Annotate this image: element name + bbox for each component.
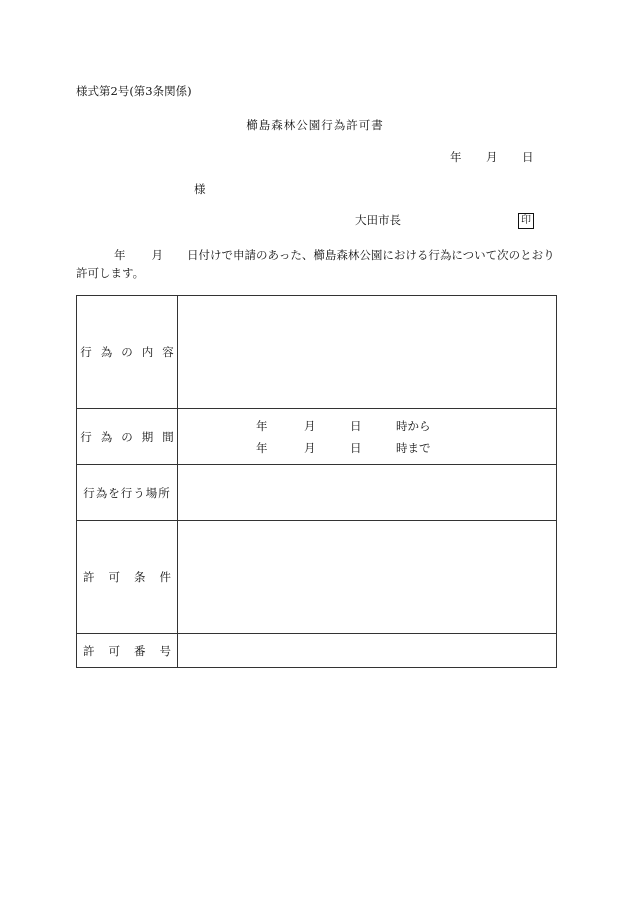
table-row [77, 296, 557, 409]
from-year: 年 [256, 418, 268, 433]
label-text: 行為の内容 [80, 345, 183, 359]
body-year: 年 [114, 248, 126, 262]
value-activity-period[interactable] [178, 409, 557, 465]
to-month: 月 [304, 440, 316, 455]
table-row [77, 465, 557, 521]
label-activity-content [77, 296, 183, 409]
table-row [77, 521, 557, 634]
from-day: 日 [350, 418, 362, 433]
table-row [77, 634, 557, 668]
label-permit-number [77, 634, 185, 668]
period-from-line [256, 415, 556, 437]
body-text: 日付けで申請のあった、櫛島森林公園における行為について次のとおり許可します。 [76, 248, 555, 280]
from-month: 月 [304, 418, 316, 433]
label-activity-period [77, 409, 183, 465]
date-year: 年 [450, 150, 462, 164]
label-text: 行為を行う場所 [83, 485, 171, 500]
body-month: 月 [151, 248, 163, 262]
value-permit-number[interactable] [178, 634, 557, 668]
value-activity-content[interactable] [178, 296, 557, 409]
date-day: 日 [522, 150, 534, 164]
seal-mark: 印 [518, 213, 534, 229]
label-text: 許可番号 [83, 643, 185, 658]
value-permit-conditions[interactable] [178, 521, 557, 634]
label-activity-location [77, 465, 178, 521]
permit-table [76, 295, 557, 668]
issuer-name: 大田市長 [355, 213, 401, 227]
label-permit-conditions [77, 521, 185, 634]
to-year: 年 [256, 440, 268, 455]
document-title: 櫛島森林公園行為許可書 [246, 118, 384, 132]
issue-date-line [450, 152, 534, 164]
value-activity-location[interactable] [178, 465, 557, 521]
form-number: 様式第2号(第3条関係) [76, 84, 192, 98]
to-day: 日 [350, 440, 362, 455]
from-suffix: 時から [396, 418, 431, 433]
to-suffix: 時まで [396, 440, 431, 455]
period-to-line [256, 437, 556, 459]
body-paragraph [76, 246, 558, 282]
label-text: 行為の期間 [80, 429, 183, 444]
table-row [77, 409, 557, 465]
date-month: 月 [486, 150, 498, 164]
addressee-suffix: 様 [194, 182, 206, 196]
label-text: 許可条件 [83, 570, 185, 584]
